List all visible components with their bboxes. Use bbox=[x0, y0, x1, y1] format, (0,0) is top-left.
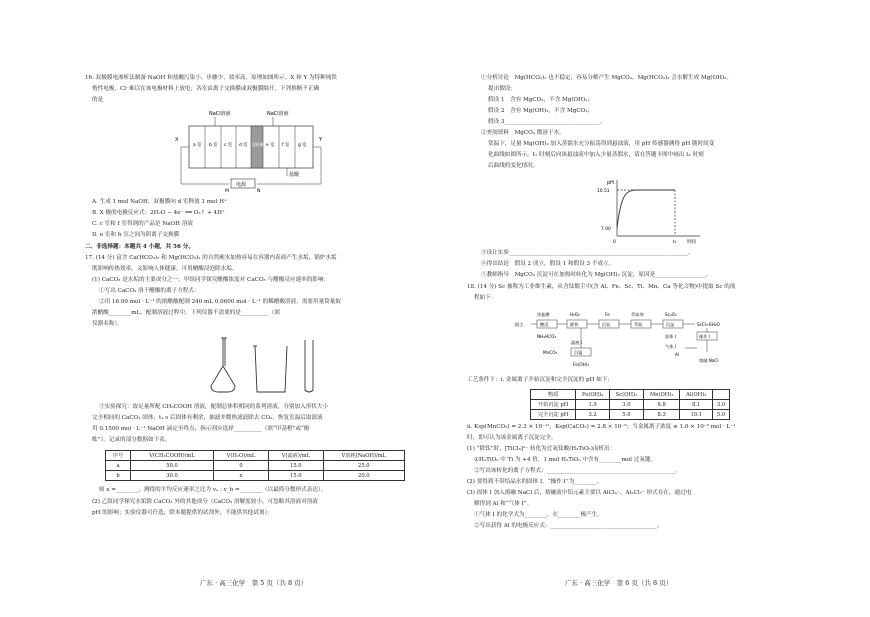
hcl-outlet-label: 盐酸 bbox=[289, 172, 300, 178]
chamber-d: d 室 bbox=[239, 143, 248, 148]
table-cell: 3.0 bbox=[609, 400, 643, 410]
flow-node: H₂O₂ bbox=[570, 312, 580, 317]
q17-part1c-4: 酞”）。记录的部分数据如下表。 bbox=[92, 437, 171, 443]
q17-data-table bbox=[105, 450, 405, 481]
q17-intro-2: 既影响传热效率，又影响人体健康。可用醋酸浸泡除水垢。 bbox=[92, 266, 238, 272]
electrode-y: Y bbox=[319, 137, 323, 143]
table-row bbox=[531, 400, 730, 410]
q18-part1a: ①H₂TiO₅ 中 Ti 为 +4 价，1 mol H₂TiO₅ 中含有________mol 过氧键。 bbox=[474, 457, 657, 463]
q17-ph-text-1: 常温下，足量 Mg(OH)₂ 加入蒸馏水充分振荡得到悬浊液，用 pH 传感器测得 pH 随时间变 bbox=[488, 141, 715, 147]
q16-option-b: B. X 极的电极反应式：2H₂O − 4e⁻ ══ O₂↑ + 4H⁺ bbox=[92, 210, 225, 216]
q17-part2-1: (2) 乙组同学探究水垢除 CaCO₃ 外的其他成分（CaCO₃ 溶解度较小，可忽略其溶液对溶液 bbox=[92, 499, 318, 505]
table-header: V(CH₃COOH)/mL bbox=[131, 451, 214, 461]
q18-ph-table bbox=[530, 389, 730, 420]
q17-ph-text-2: 化曲线如图所示。t₁ 时刻后向该悬浊液中加入少量蒸馏水，请在答题卡图中画出 t₁ 时刻 bbox=[488, 152, 704, 158]
electrode-x: X bbox=[175, 137, 179, 143]
q17-ph-text-3: 后曲线的变化情况。 bbox=[488, 163, 539, 169]
flow-node: Fe bbox=[605, 312, 610, 317]
table-cell: 开始沉淀 pH bbox=[531, 400, 576, 410]
q18-part1: (1) “除钛”时，[TiCl₆]²⁻ 转化为过氧钛酸(H₂TiO₅)而析出： bbox=[467, 446, 616, 452]
q17-design-experiment: ③设计实验________________________________________________________________。 bbox=[481, 250, 694, 256]
q17-teacher-guidance: ⑤教师指导 MgCO₃ 沉淀可在加热时转化为 Mg(OH)₂ 沉淀，原因是__________________。 bbox=[481, 272, 712, 278]
table-cell: 8.3 bbox=[643, 410, 680, 420]
electrodialysis-diagram bbox=[175, 108, 325, 194]
chamber-e: e 室 bbox=[266, 143, 275, 148]
table-cell: 25.0 bbox=[323, 461, 404, 471]
q18-part1b: ②写出该转化的离子方程式：______________________________________________。 bbox=[474, 468, 681, 474]
flow-node: 萃取 bbox=[634, 322, 643, 327]
table-header-row bbox=[531, 390, 730, 400]
ph-time-graph bbox=[595, 176, 705, 246]
table-cell: 15.0 bbox=[269, 461, 323, 471]
flow-node: 气体 I bbox=[665, 344, 676, 349]
bipolar-membrane-label: 双极膜 bbox=[252, 142, 264, 147]
q18-intro-2: 程如下： bbox=[474, 295, 497, 301]
terminal-n: N bbox=[257, 189, 261, 194]
flow-node: 酸浸 bbox=[540, 322, 549, 327]
flow-node: 沉淀 bbox=[666, 322, 675, 327]
q17-hypothesis-2: 假设 2 含有 Mg(OH)₂，不含 MgCO₃； bbox=[488, 108, 594, 114]
flow-node: 熔融 NaCl bbox=[699, 358, 719, 363]
flow-node: 浓盐酸 bbox=[537, 312, 550, 317]
q18-condition-ii-2: 时，即可认为该金属离子沉淀完全。 bbox=[467, 435, 557, 441]
table-header: Al(OH)₃ bbox=[680, 390, 712, 400]
table-header: Mn(OH)₂ bbox=[643, 390, 680, 400]
q17-analysis: ①分析讨论 Mg(HCO₃)₂ 也不稳定，容易分解产生 MgCO₃，Mg(HCO₃)₂ 会水解生成 Mg(OH)₂。 bbox=[481, 75, 732, 81]
table-cell: 3.2 bbox=[576, 410, 610, 420]
graph-y-tick: 7.00 bbox=[601, 227, 611, 232]
q18-part3-1: (3) 固体 I 加入熔融 NaCl 后，熔融液中铝元素主要以 AlCl₄⁻、Al₂Cl₇⁻ 形式存在，通过电 bbox=[467, 490, 692, 496]
q18-intro-1: 18. (14 分) Sc 被称为工业维生素，从含钛烟尘中(含 Al、Fe、Sc、Ti、Mn、Ca 等化合物)中提取 Sc 的流 bbox=[467, 284, 736, 290]
flow-node: MnCO₃ bbox=[543, 350, 558, 355]
q17-part1b-3: 仪器名称）。 bbox=[92, 321, 123, 327]
q18-part3b: ②写出获得 Al 的电极反应式：______________________________________。 bbox=[474, 523, 663, 529]
flow-node: 沉锰 bbox=[574, 350, 583, 355]
q17-part1: (1) CaCO₃ 是水垢的主要成分之一，甲组同学探究醋酸浓度对 CaCO₃ 与醋酸反应速率的影响： bbox=[92, 277, 330, 283]
flow-node: 操作 I bbox=[699, 334, 710, 339]
lab-glassware bbox=[205, 336, 325, 396]
terminal-m: M bbox=[225, 189, 229, 194]
table-header: V消耗(NaOH)/mL bbox=[323, 451, 404, 461]
power-supply-label: 电源 bbox=[236, 182, 247, 188]
chamber-f: f 室 bbox=[282, 143, 290, 148]
q17-part1c-3: 用 0.1500 mol · L⁻¹ NaOH 滴定至终点，指示剂应选择__________（填“甲基橙”或“酚 bbox=[92, 426, 310, 432]
q17-intro-1: 17. (14 分) 富含 Ca(HCO₃)₂ 和 Mg(HCO₃)₂ 的自然硬水加热容易在容器内表面产生水垢，锅炉水垢 bbox=[85, 255, 337, 261]
table-cell: 完全沉淀 pH bbox=[531, 410, 576, 420]
table-cell: 30.0 bbox=[131, 471, 214, 481]
q16-stem-2: 惰性电极，Cl⁻难以在该电极材料上放电；各室由离子交换膜或双极膜隔开。下列推断不正确 bbox=[92, 86, 320, 92]
flow-node: 沉钛 bbox=[602, 322, 611, 327]
table-row bbox=[106, 461, 405, 471]
q18-part2: (2) 要得到不带结晶水的固体 I，“操作 I”为________。 bbox=[467, 479, 603, 485]
flow-node: ScCl₃·6H₂O bbox=[697, 322, 720, 327]
q17-part1b-1: ②用 16.00 mol · L⁻¹ 的浓醋酸配制 240 mL 0.0600 mol · L⁻¹ 的稀醋酸溶液，需要用量筒量取 bbox=[99, 299, 341, 305]
q17-conclusion: ④得出结论 假设 2 成立，假设 1 和假设 3 不成立。 bbox=[481, 261, 615, 267]
q17-hypothesis-heading: 提出假设： bbox=[488, 86, 516, 92]
table-row bbox=[531, 410, 730, 420]
flow-node: 滤液 I bbox=[571, 340, 582, 345]
table-cell: 10.1 bbox=[680, 410, 712, 420]
q17-hypothesis-3: 假设 3__________________________________。 bbox=[488, 119, 606, 125]
sc-extraction-flowchart bbox=[515, 304, 765, 370]
q18-conditions-title: 工艺条件下：i. 金属离子开始沉淀和完全沉淀的 pH 如下： bbox=[467, 377, 614, 383]
q17-part1c-1: ③实验探究：取足量所配 CH₃COOH 溶液，配制总体积相同的系列溶液，分别加入形状大小 bbox=[99, 404, 329, 410]
table-cell: 15.0 bbox=[269, 471, 323, 481]
flow-node: NH₄HCO₃ bbox=[537, 334, 557, 339]
graph-t1: t₁ bbox=[673, 240, 677, 245]
q18-part3-2: 解得到 Al 和“气体 I”。 bbox=[474, 501, 533, 507]
table-row bbox=[106, 471, 405, 481]
table-cell: 20.0 bbox=[323, 471, 404, 481]
nacl-label-left: NaCl溶液 bbox=[209, 111, 231, 117]
graph-y-axis-label: pH bbox=[607, 180, 614, 186]
q16-option-c: C. c 室和 f 室得到的产品是 NaOH 溶液 bbox=[92, 221, 193, 227]
flow-node: Sc₂O₃ bbox=[665, 312, 677, 317]
q16-stem-3: 的是 bbox=[92, 97, 104, 103]
table-header: V(H₂O)/mL bbox=[213, 451, 268, 461]
table-cell: 1.9 bbox=[576, 400, 610, 410]
q17-part2-2: pH 的影响；实验仪器可任选，除本题提供的试剂外，不能供其他试剂）： bbox=[92, 510, 273, 516]
q17-part1c-2: 完全相同的 CaCO₃ 固体，t₁ s 后固体有剩余，抽滤并微热滤液除去 CO₂，恢复室温后取滤液 bbox=[92, 415, 323, 421]
graph-y-tick: 10.51 bbox=[597, 189, 610, 194]
chamber-b: b 室 bbox=[209, 143, 218, 148]
table-header bbox=[712, 390, 729, 400]
table-cell: 3.0 bbox=[712, 400, 729, 410]
chamber-a: a 室 bbox=[193, 143, 202, 148]
table-header: V(滤液)/mL bbox=[269, 451, 323, 461]
table-header: Sc(OH)₃ bbox=[609, 390, 643, 400]
nacl-label-right: NaCl溶液 bbox=[267, 111, 289, 117]
flow-node: 烟尘 bbox=[515, 322, 524, 327]
page-footer-left: 广东 · 高三化学 第 5 页（共 8 页） bbox=[200, 579, 308, 587]
table-cell: a bbox=[106, 461, 131, 471]
table-cell: 8.1 bbox=[680, 400, 712, 410]
table-header: 物质 bbox=[531, 390, 576, 400]
table-cell: b bbox=[106, 471, 131, 481]
table-cell: 5.0 bbox=[712, 410, 729, 420]
q17-reference: ②查阅资料 MgCO₃ 微溶于水。 bbox=[481, 130, 565, 136]
flow-node: Al bbox=[675, 352, 680, 357]
flow-node: Fe(OH)₃ bbox=[573, 362, 590, 367]
q17-part1b-2: 浓醋酸________mL。配制溶液过程中，下列仪器不需要的是__________（填 bbox=[92, 310, 281, 316]
right-page bbox=[435, 0, 870, 617]
graph-x-axis-label: 时间 bbox=[687, 240, 696, 245]
q18-condition-ii-1: ii. Ksp(MnCO₃) = 2.3 × 10⁻¹¹，Ksp(CaCO₃) = 2.8 × 10⁻⁹；当金属离子浓度 ≤ 1.0 × 10⁻⁵ mol · L⁻¹ bbox=[467, 424, 736, 430]
flow-node: 萃取剂 bbox=[631, 312, 644, 317]
table-cell: 5.0 bbox=[609, 410, 643, 420]
table-header: 序号 bbox=[106, 451, 131, 461]
table-header-row bbox=[106, 451, 405, 461]
q17-part1d: 则 x =________，测得的平均反应速率之比为 vₐ : v_b =________（以最简分数形式表达）。 bbox=[99, 487, 327, 493]
graph-origin: 0 bbox=[613, 240, 616, 245]
chamber-g: g 室 bbox=[298, 143, 307, 148]
q18-part3a: ①气体 I 的化学式为________，在________极产生。 bbox=[474, 512, 603, 518]
q16-option-a: A. 生成 1 mol NaOH，双极膜向 d 室释放 1 mol H⁺ bbox=[92, 199, 227, 205]
section-2-heading: 二、非选择题：本题共 4 小题，共 56 分。 bbox=[85, 244, 194, 250]
flow-node: 固体 I bbox=[665, 334, 676, 339]
table-header: Fe(OH)₃ bbox=[576, 390, 610, 400]
flow-node: 除铁 bbox=[570, 322, 579, 327]
table-cell: 50.0 bbox=[131, 461, 214, 471]
table-cell: 6.8 bbox=[643, 400, 680, 410]
page-footer-right: 广东 · 高三化学 第 6 页（共 8 页） bbox=[565, 579, 673, 587]
table-cell: 0 bbox=[213, 461, 268, 471]
q17-part1a: ①写出 CaCO₃ 溶于醋酸的离子方程式： bbox=[99, 288, 200, 294]
q16-stem-1: 16. 双极膜电渗析法制备 NaOH 和盐酸污染小、步骤少、效率高，原理如图所示。X 和 Y 为特种钝铁 bbox=[85, 75, 337, 81]
q16-option-d: D. e 室和 b 室之间为阴离子交换膜 bbox=[92, 232, 180, 238]
chamber-c: c 室 bbox=[224, 143, 233, 148]
q17-hypothesis-1: 假设 1 含有 MgCO₃，不含 Mg(OH)₂； bbox=[488, 97, 594, 103]
table-cell: x bbox=[213, 471, 268, 481]
